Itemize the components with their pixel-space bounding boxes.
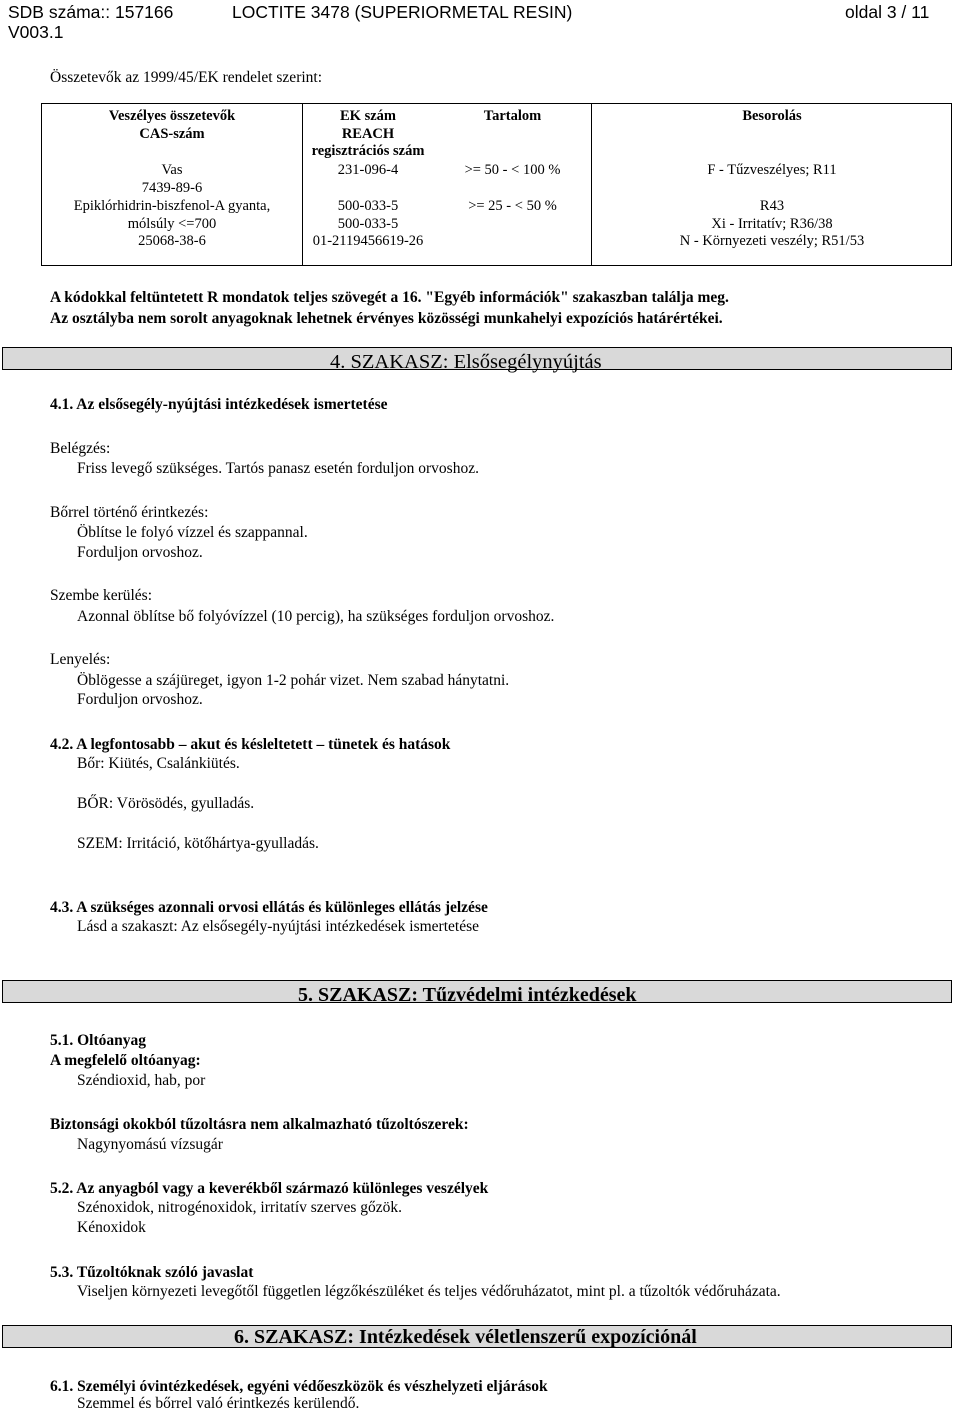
section-5-3-heading: 5.3. Tűzoltóknak szóló javaslat (50, 1264, 254, 1281)
product-name: LOCTITE 3478 (SUPERIORMETAL RESIN) (232, 2, 573, 22)
section-5-3-text: Viseljen környezeti levegőtől független légzőkészüléket és teljes védőruházatot, mint pl. a tűzoltók védőruházata. (77, 1283, 781, 1300)
section-6-1-heading: 6.1. Személyi óvintézkedések, egyéni védőeszközök és vészhelyzeti eljárások (50, 1378, 548, 1395)
skin-text-2: Forduljon orvoshoz. (77, 544, 203, 561)
sdb-number: SDB száma:: 157166 (8, 2, 174, 22)
unsuitable-media-text: Nagynyomású vízsugár (77, 1136, 223, 1153)
exposure-limits-note: Az osztályba nem sorolt anyagoknak lehetnek érvényes közösségi munkahelyi expozíciós határértékei. (50, 310, 723, 327)
table-row-1-name: Vas 7439-89-6 (141, 162, 203, 196)
inhalation-label: Belégzés: (50, 440, 111, 457)
header-ek-number: EK szám REACH regisztrációs szám (311, 108, 425, 159)
composition-table (41, 103, 952, 266)
table-row-2-content: >= 25 - < 50 % (468, 198, 557, 214)
section-5-title: 5. SZAKASZ: Tűzvédelmi intézkedések (298, 984, 637, 1006)
section-5-1-heading: 5.1. Oltóanyag (50, 1032, 147, 1049)
section-5-2-heading: 5.2. Az anyagból vagy a keverékből származó különleges veszélyek (50, 1180, 489, 1197)
header-ingredients: Veszélyes összetevők CAS-szám (108, 108, 236, 142)
symptom-skin-2: BŐR: Vörösödés, gyulladás. (77, 795, 255, 812)
table-row-1-ek: 231-096-4 (337, 162, 399, 178)
skin-label: Bőrrel történő érintkezés: (50, 504, 209, 521)
symptom-skin-1: Bőr: Kiütés, Csalánkiütés. (77, 755, 240, 772)
r-phrases-note: A kódokkal feltüntetett R mondatok teljes szövegét a 16. "Egyéb információk" szakaszban találja meg. (50, 289, 729, 306)
table-row-2-ek: 500-033-5 500-033-5 01-2119456619-26 (312, 198, 424, 249)
header-content: Tartalom (483, 108, 542, 124)
skin-text-1: Öblítse le folyó vízzel és szappannal. (77, 524, 308, 541)
ingestion-text-2: Forduljon orvoshoz. (77, 691, 203, 708)
suitable-media-label: A megfelelő oltóanyag: (50, 1052, 201, 1069)
section-6-title: 6. SZAKASZ: Intézkedések véletlenszerű expozíciónál (234, 1326, 697, 1348)
table-row-1-content: >= 50 - < 100 % (464, 162, 561, 178)
composition-heading: Összetevők az 1999/45/EK rendelet szerint: (50, 69, 323, 86)
section-5-2-text-1: Szénoxidok, nitrogénoxidok, irritatív szerves gőzök. (77, 1199, 403, 1216)
table-row-2-classification: R43 Xi - Irritatív; R36/38 N - Környezeti veszély; R51/53 (679, 198, 865, 249)
eye-label: Szembe kerülés: (50, 587, 153, 604)
table-row-1-classification: F - Tűzveszélyes; R11 (707, 162, 837, 178)
ingestion-text-1: Öblögesse a szájüreget, igyon 1-2 pohár vizet. Nem szabad hánytatni. (77, 672, 510, 689)
section-4-3-text: Lásd a szakaszt: Az elsősegély-nyújtási intézkedések ismertetése (77, 918, 479, 935)
page-number: oldal 3 / 11 (845, 2, 930, 22)
section-4-1-heading: 4.1. Az elsősegély-nyújtási intézkedések ismertetése (50, 396, 388, 413)
section-6-1-text: Szemmel és bőrrel való érintkezés kerülendő. (77, 1395, 360, 1412)
table-row-2-name: Epiklórhidrin-biszfenol-A gyanta, mólsúly <=700 25068-38-6 (73, 198, 271, 249)
header-classification: Besorolás (742, 108, 802, 124)
ingestion-label: Lenyelés: (50, 651, 111, 668)
unsuitable-media-label: Biztonsági okokból tűzoltásra nem alkalmazható tűzoltószerek: (50, 1116, 469, 1133)
eye-text: Azonnal öblítse bő folyóvízzel (10 percig), ha szükséges forduljon orvoshoz. (77, 608, 555, 625)
symptom-eye: SZEM: Irritáció, kötőhártya-gyulladás. (77, 835, 319, 852)
version: V003.1 (8, 22, 64, 42)
suitable-media-text: Széndioxid, hab, por (77, 1072, 206, 1089)
section-4-title: 4. SZAKASZ: Elsősegélynyújtás (330, 351, 602, 373)
section-5-2-text-2: Kénoxidok (77, 1219, 146, 1236)
section-4-2-heading: 4.2. A legfontosabb – akut és késleltetett – tünetek és hatások (50, 736, 451, 753)
inhalation-text: Friss levegő szükséges. Tartós panasz esetén forduljon orvoshoz. (77, 460, 479, 477)
section-4-3-heading: 4.3. A szükséges azonnali orvosi ellátás és különleges ellátás jelzése (50, 899, 488, 916)
